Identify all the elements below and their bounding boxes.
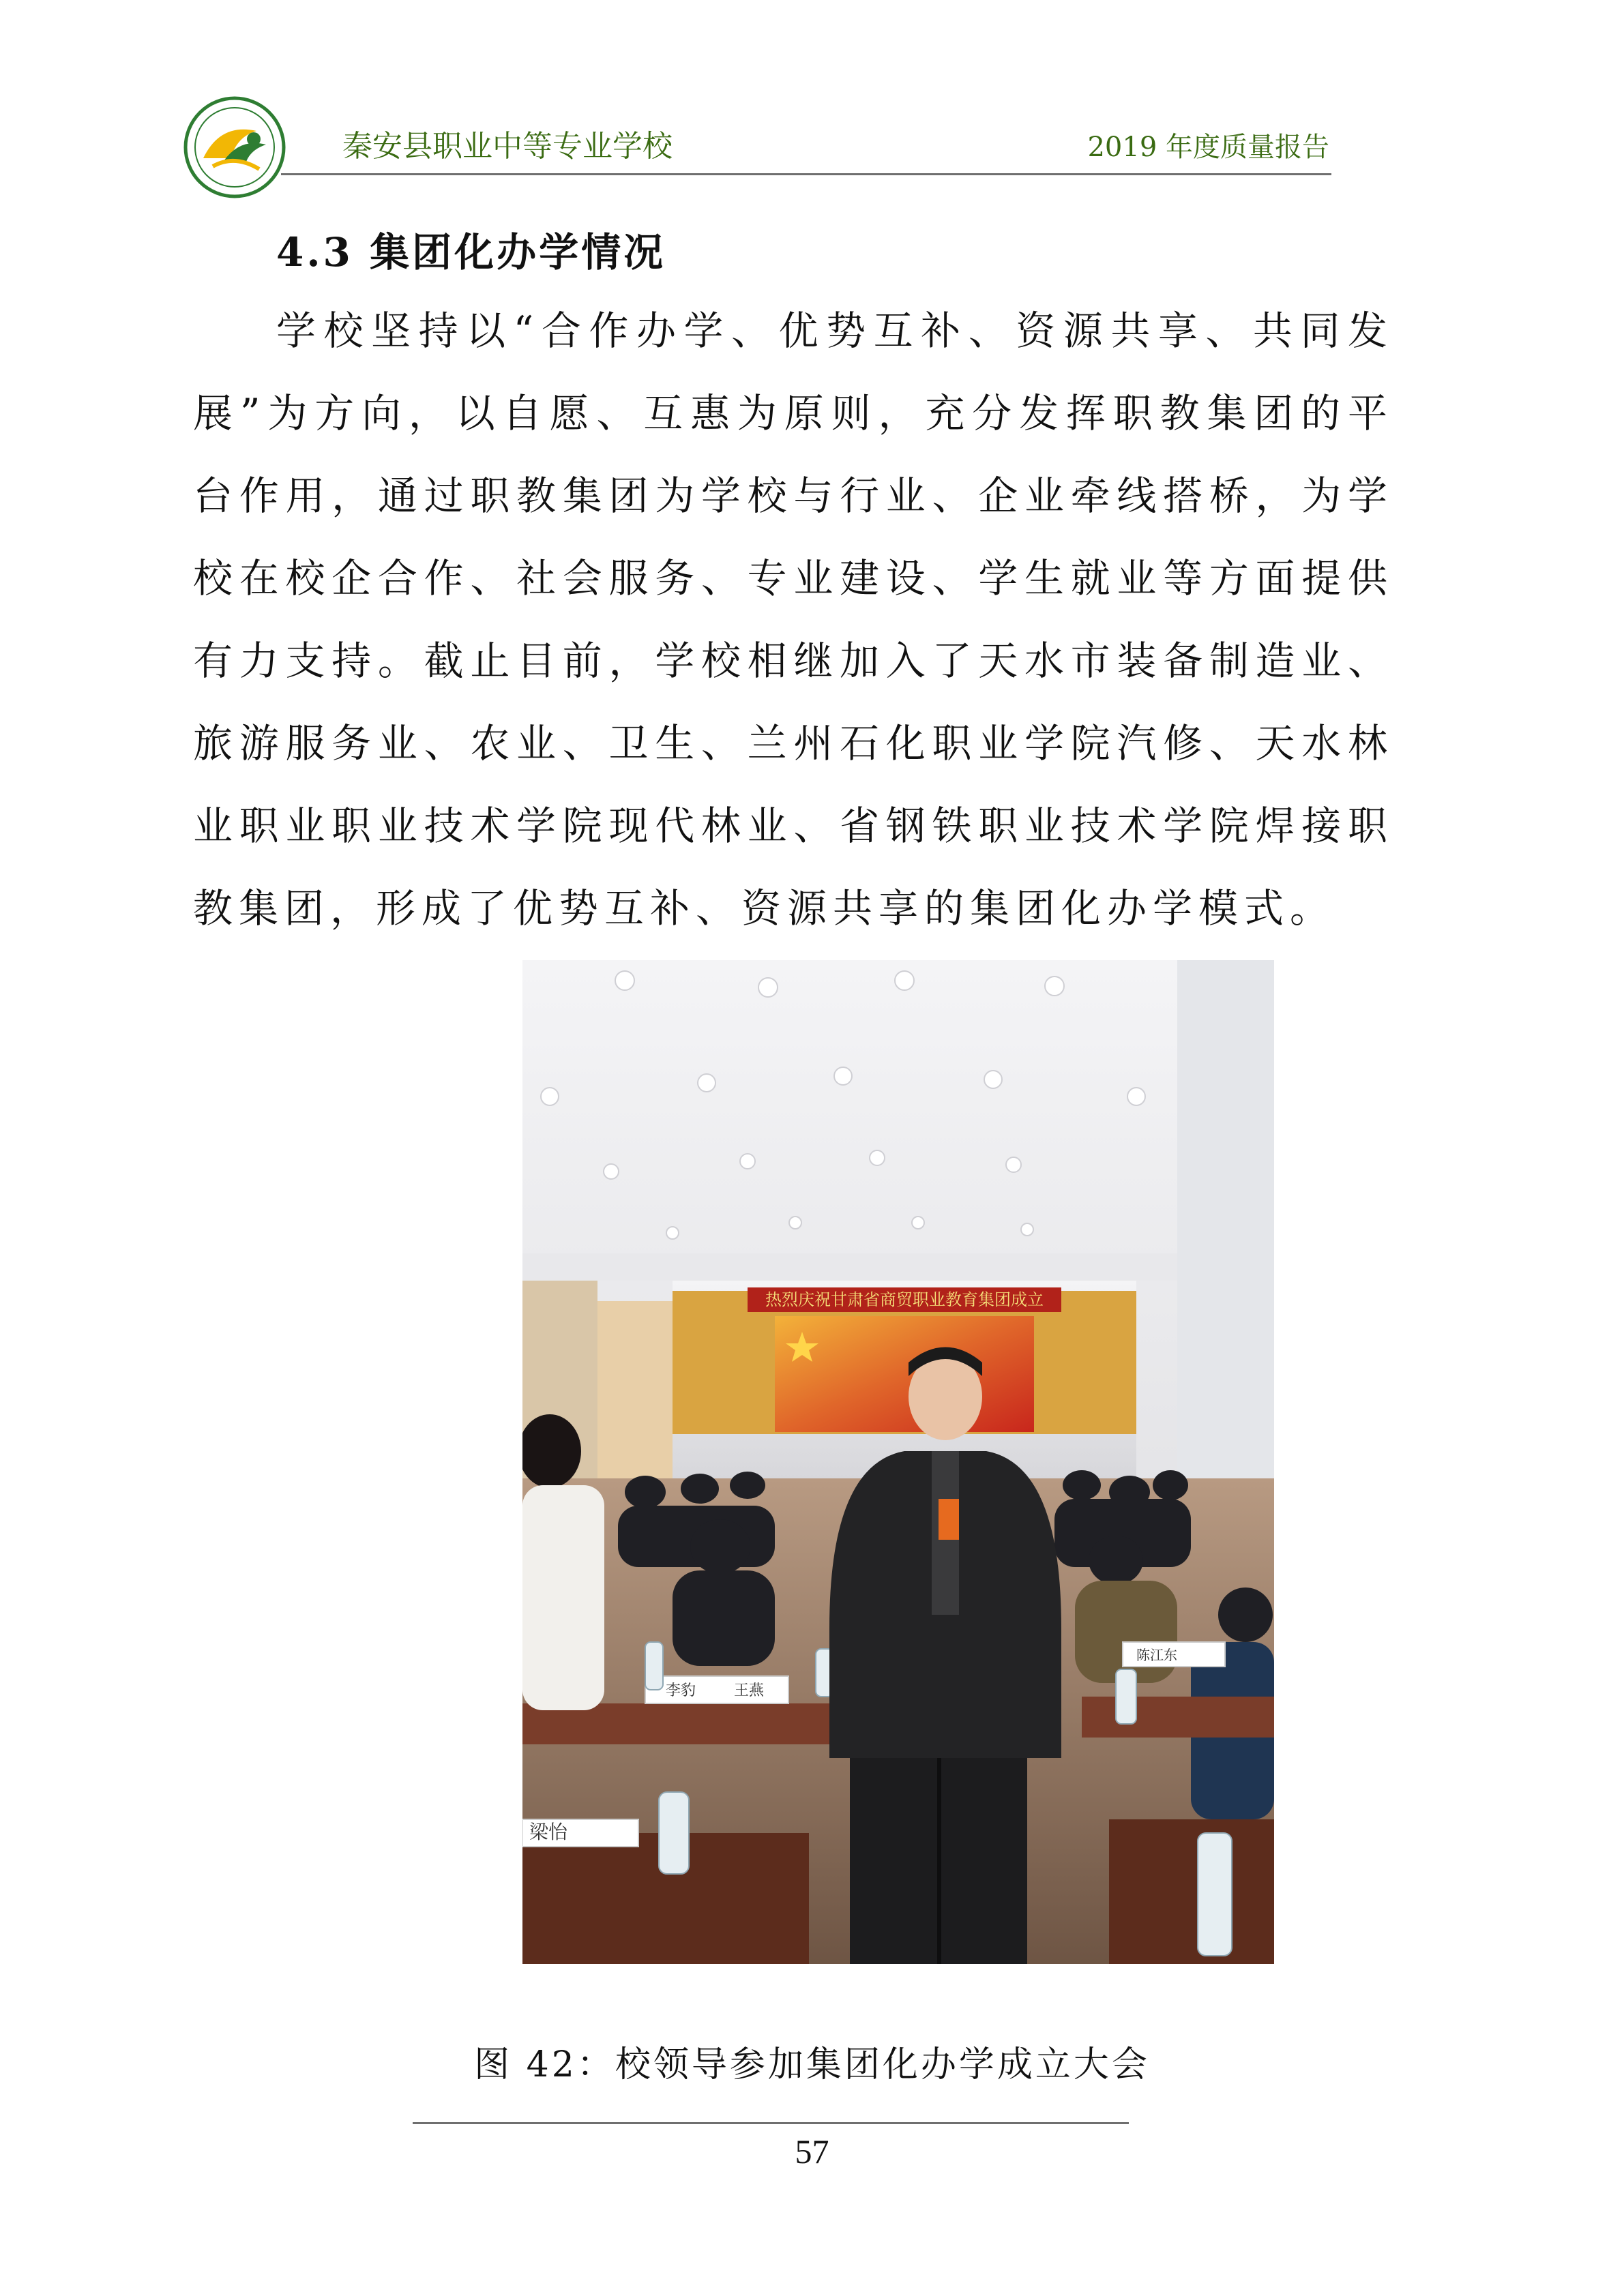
header-divider bbox=[281, 173, 1331, 175]
name-card: 王燕 bbox=[734, 1682, 765, 1699]
conference-photo bbox=[522, 960, 1274, 1964]
banner-text: 热烈庆祝甘肃省商贸职业教育集团成立 bbox=[765, 1290, 1044, 1309]
report-title: 2019 年度质量报告 bbox=[1087, 132, 1329, 163]
name-card: 李豹 bbox=[666, 1682, 696, 1699]
page-number: 57 bbox=[795, 2132, 829, 2171]
school-logo-icon bbox=[183, 95, 286, 199]
school-name: 秦安县职业中等专业学校 bbox=[342, 129, 673, 164]
section-heading: 4.3 集团化办学情况 bbox=[276, 229, 666, 275]
name-card: 梁怡 bbox=[529, 1821, 568, 1843]
footer-divider bbox=[413, 2122, 1129, 2124]
name-card: 陈江东 bbox=[1136, 1647, 1177, 1663]
figure-caption: 图 42：校领导参加集团化办学成立大会 bbox=[474, 2044, 1150, 2085]
body-paragraph: 学校坚持以“合作办学、优势互补、资源共享、共同发展”为方向，以自愿、互惠为原则，充分发挥职教集团的平台作用，通过职教集团为学校与行业、企业牵线搭桥，为学校在校企合作、社会服务、专业建设、学生就业等方面提供有力支持。截止目前，学校相继加入了天水市装备制造业、旅游服务业、农业、卫生、兰州石化职业学院汽修、天水林业职业职业技术学院现代林业、省钢铁职业技术学院焊接职教集团，形成了优势互补、资源共享的集团化办学模式。 bbox=[193, 308, 1393, 931]
stage-screen bbox=[775, 1316, 1034, 1432]
